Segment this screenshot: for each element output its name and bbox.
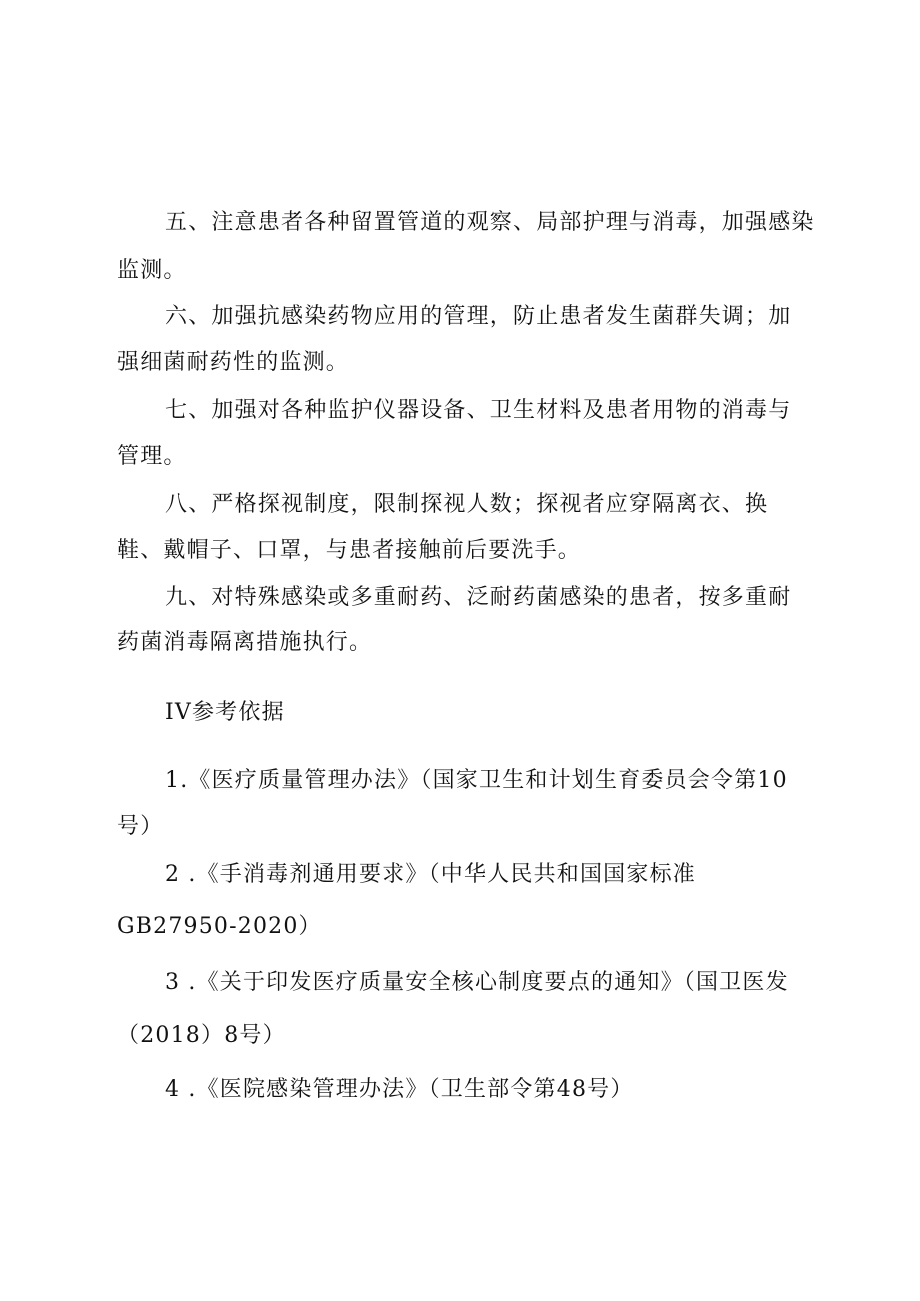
reference-3-line-2: （2018）8号） xyxy=(117,1023,286,1048)
item-9-line-1: 九、对特殊感染或多重耐药、泛耐药菌感染的患者，按多重耐 xyxy=(165,585,792,610)
item-8-line-1: 八、严格探视制度，限制探视人数；探视者应穿隔离衣、换 xyxy=(165,492,769,517)
item-6-line-1: 六、加强抗感染药物应用的管理，防止患者发生菌群失调；加 xyxy=(165,304,792,329)
section-heading: IV参考依据 xyxy=(165,700,285,725)
reference-2-line-1: 2 .《手消毒剂通用要求》（中华人民共和国国家标准 xyxy=(165,862,696,887)
reference-3-line-1: 3 .《关于印发医疗质量安全核心制度要点的通知》（国卫医发 xyxy=(165,970,789,995)
reference-1-line-1: 1.《医疗质量管理办法》（国家卫生和计划生育委员会令第10 xyxy=(165,768,788,793)
item-6-line-2: 强细菌耐药性的监测。 xyxy=(117,350,350,375)
item-7-line-2: 管理。 xyxy=(117,444,187,469)
item-5-line-2: 监测。 xyxy=(117,258,187,283)
item-5-line-1: 五、注意患者各种留置管道的观察、局部护理与消毒，加强感染 xyxy=(165,210,815,235)
item-8-line-2: 鞋、戴帽子、口罩，与患者接触前后要洗手。 xyxy=(117,538,582,563)
item-7-line-1: 七、加强对各种监护仪器设备、卫生材料及患者用物的消毒与 xyxy=(165,398,792,423)
item-9-line-2: 药菌消毒隔离措施执行。 xyxy=(117,630,373,655)
reference-1-line-2: 号） xyxy=(117,814,164,839)
reference-2-line-2: GB27950-2020） xyxy=(117,914,322,939)
reference-4-line-1: 4 .《医院感染管理办法》（卫生部令第48号） xyxy=(165,1077,634,1102)
